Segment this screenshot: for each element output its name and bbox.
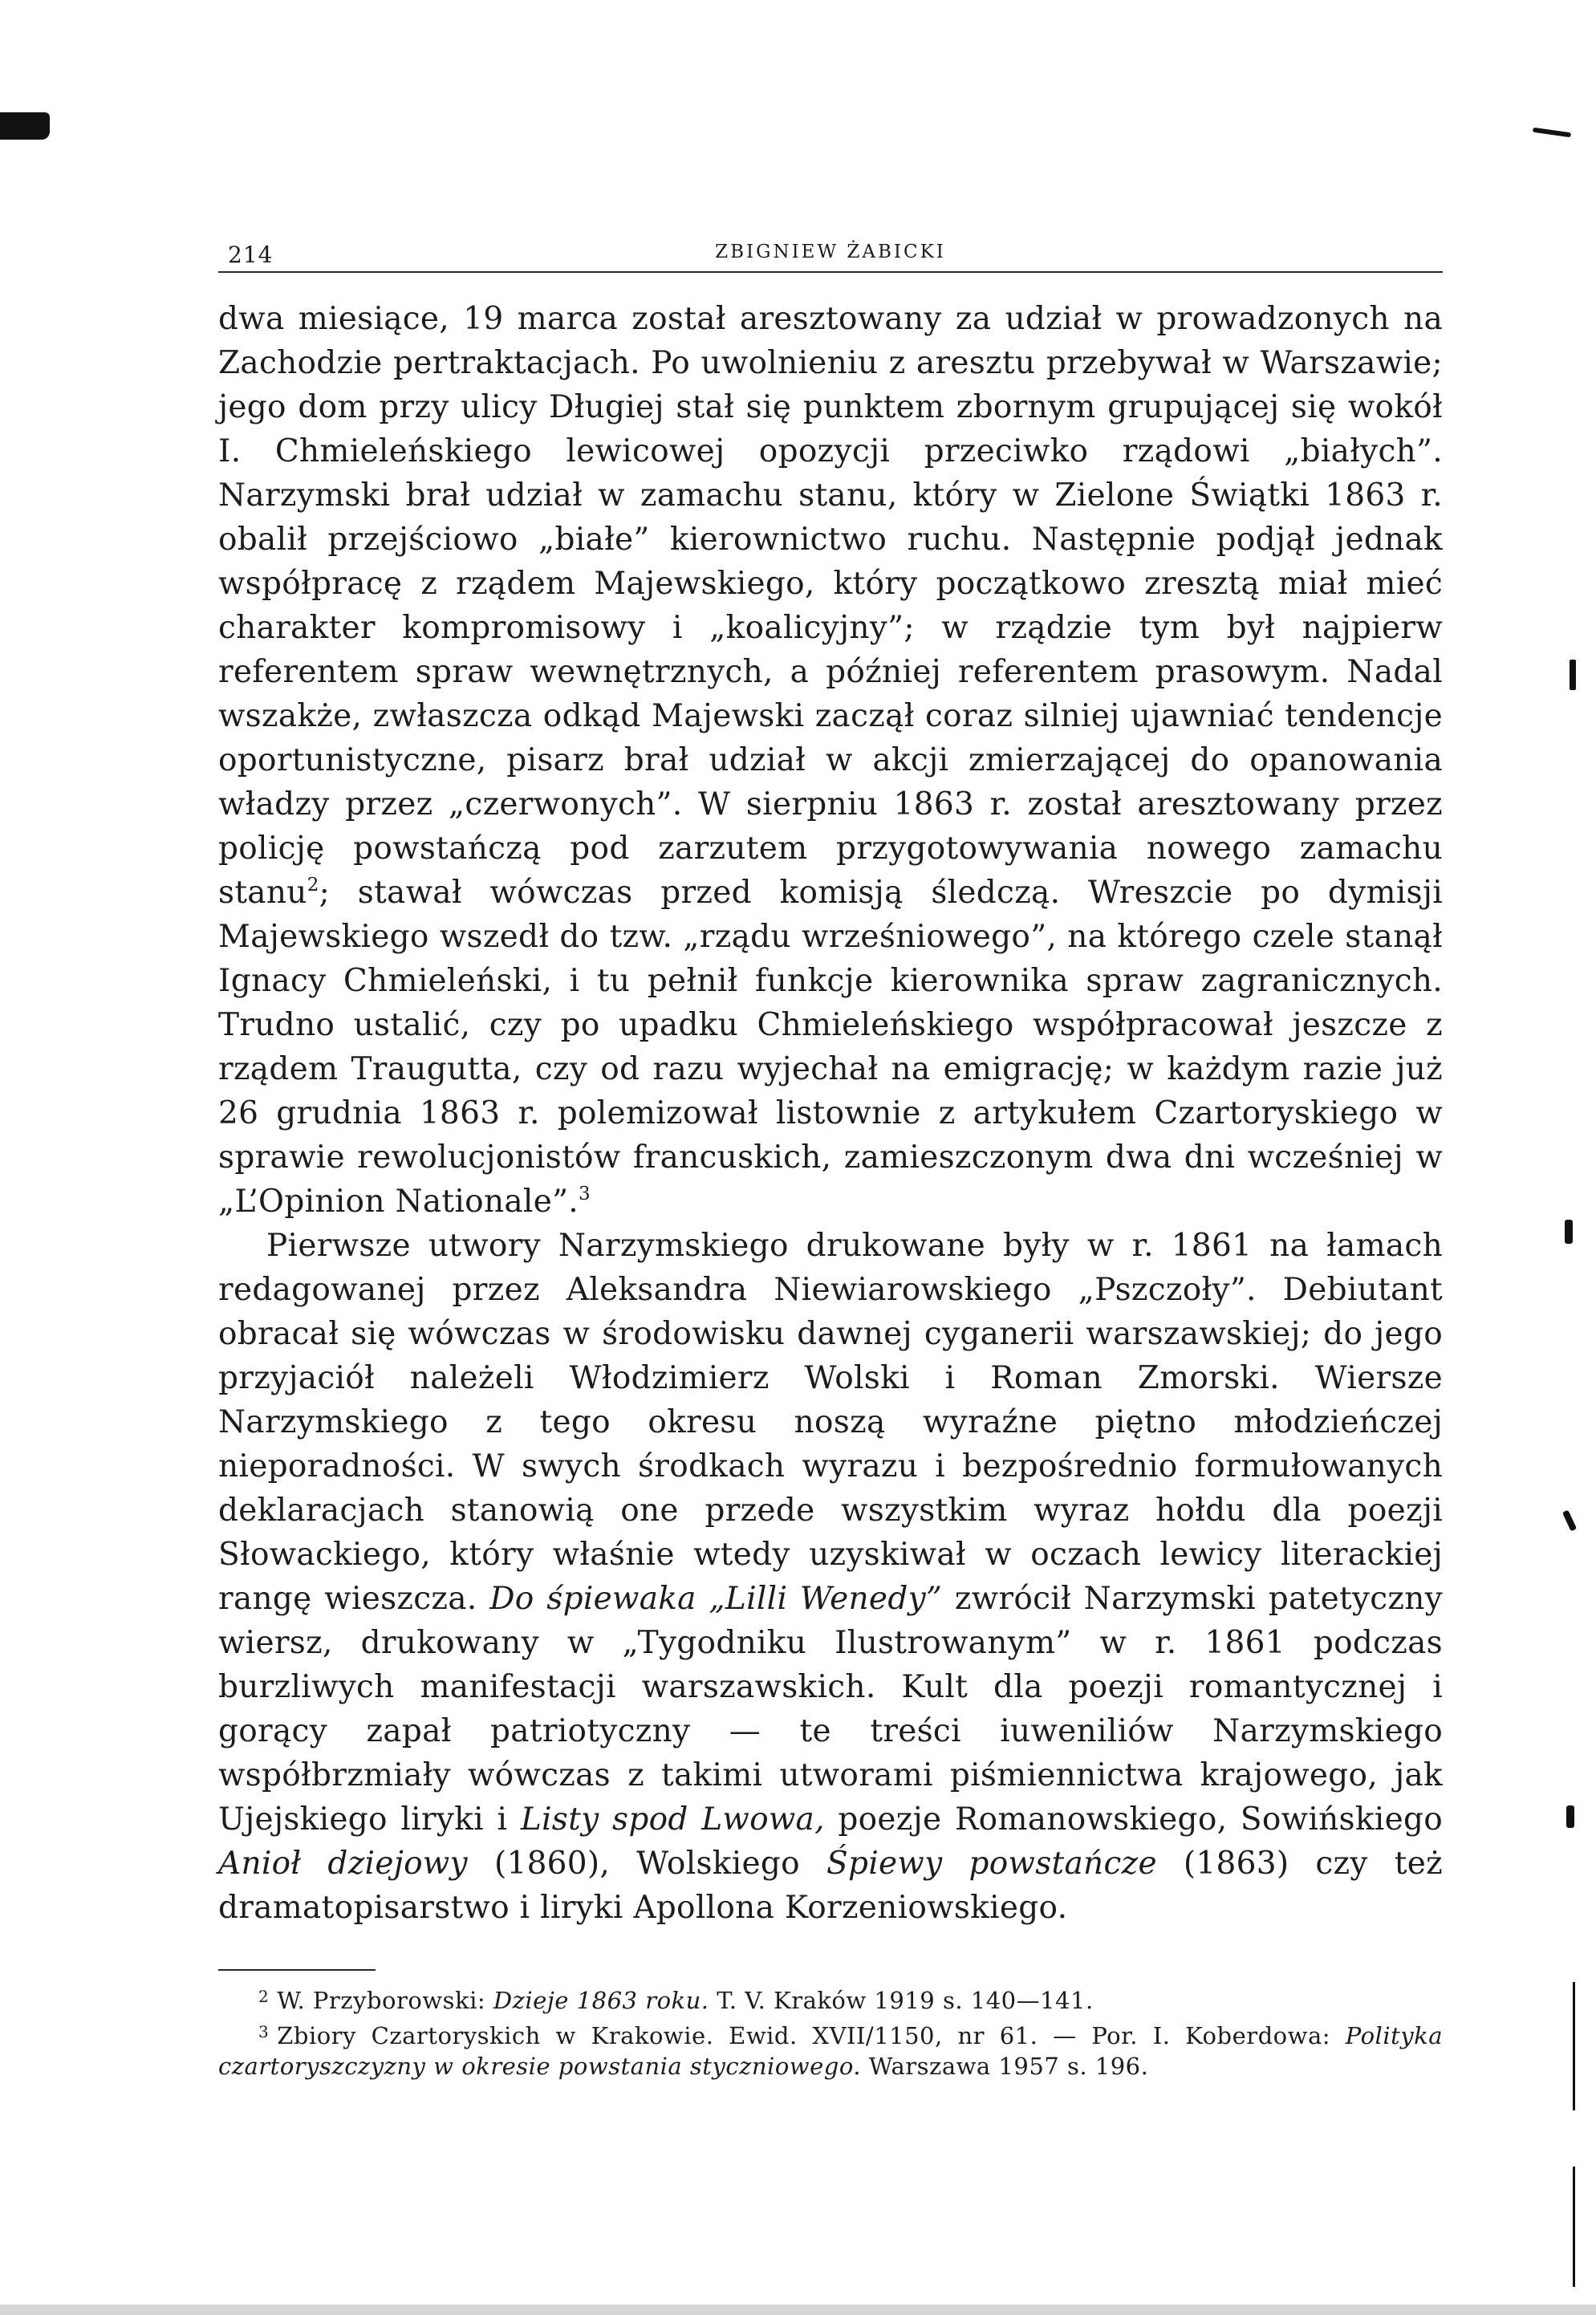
scan-margin-mark: [1565, 1220, 1573, 1244]
paragraph: [218, 1224, 1443, 1930]
footnote: [218, 2021, 1443, 2081]
running-head: [218, 218, 1443, 273]
footnote-italic-title: Dzieje 1863 roku.: [493, 1987, 709, 2014]
running-head-author: ZBIGNIEW ŻABICKI: [715, 242, 946, 262]
text-segment: zwrócił Narzymski patetyczny wiersz, drukowany w „Tygodniku Ilustrowanym” w r. 1861 podczas burzliwych manifestacji warszawskich. Kult dla poezji romantycznej i gorący zapał patriotyczny — te treści iuweniliów Narzymskiego współbrzmiały wówczas z takimi utworami piśmiennictwa krajowego, jak Ujejskiego liryki i: [218, 1581, 1444, 1838]
scan-margin-mark: [1562, 1510, 1577, 1532]
footnote: [218, 1985, 1443, 2016]
scan-bottom-bar: [0, 2305, 1596, 2315]
footnote-italic-title: Polityka czartoryszczyzny w okresie powstania styczniowego.: [218, 2022, 1443, 2080]
text-segment: (1860), Wolskiego: [467, 1846, 826, 1882]
book-page: [218, 218, 1443, 2086]
page-number: 214: [228, 242, 274, 268]
italic-title: Anioł dziejowy: [218, 1846, 468, 1882]
footnote-text: Warszawa 1957 s. 196.: [861, 2053, 1149, 2080]
italic-title: Śpiewy powstańcze: [826, 1846, 1157, 1882]
body-text: [218, 297, 1443, 1930]
footnote-number: 2: [258, 1987, 270, 2006]
scan-margin-mark: [1566, 1805, 1574, 1828]
text-segment: poezje Romanowskiego, Sowińskiego: [824, 1801, 1443, 1838]
text-segment: Pierwsze utwory Narzymskiego drukowane były w r. 1861 na łamach redagowanej przez Aleksandra Niewiarowskiego „Pszczoły”. Debiutant obracał się wówczas w środowisku dawnej cyganerii warszawskiej; do jego przyjaciół należeli Włodzimierz Wolski i Roman Zmorski. Wiersze Narzymskiego z tego okresu noszą wyraźne piętno młodzieńczej nieporadności. W swych środkach wyrazu i bezpośrednio formułowanych deklaracjach stanowią one przede wszystkim wyraz hołdu dla poezji Słowackiego, który właśnie wtedy uzyskiwał w oczach lewicy literackiej rangę wieszcza.: [218, 1228, 1443, 1617]
italic-title: Do śpiewaka „Lilli Wenedy”: [489, 1581, 943, 1617]
footnotes: [218, 1985, 1443, 2081]
footnote-marker: 3: [579, 1184, 591, 1204]
text-segment: dwa miesiące, 19 marca został aresztowany za udział w prowadzonych na Zachodzie pertraktacjach. Po uwolnieniu z aresztu przebywał w Warszawie; jego dom przy ulicy Długiej stał się punktem zbornym grupującej się wokół I. Chmieleńskiego lewicowej opozycji przeciwko rządowi „białych”. Narzymski brał udział w zamachu stanu, który w Zielone Świątki 1863 r. obalił przejściowo „białe” kierownictwo ruchu. Następnie podjął jednak współpracę z rządem Majewskiego, który początkowo zresztą miał mieć charakter kompromisowy i „koalicyjny”; w rządzie tym był najpierw referentem spraw wewnętrznych, a później referentem prasowym. Nadal wszakże, zwłaszcza odkąd Majewski zaczął coraz silniej ujawniać tendencje oportunistyczne, pisarz brał udział w akcji zmierzającej do opanowania władzy przez „czerwonych”. W sierpniu 1863 r. został aresztowany przez policję powstańczą pod zarzutem przygotowywania nowego zamachu stanu: [218, 301, 1443, 911]
scan-edge-line: [1573, 1982, 1575, 2110]
footnote-text: Zbiory Czartoryskich w Krakowie. Ewid. XVII/1150, nr 61. — Por. I. Koberdowa:: [277, 2022, 1346, 2049]
footnote-text: T. V. Kraków 1919 s. 140—141.: [709, 1987, 1094, 2014]
scan-margin-mark: [1533, 128, 1571, 138]
scan-edge-line: [1573, 2167, 1575, 2287]
italic-title: Listy spod Lwowa,: [520, 1801, 825, 1838]
text-segment: (1863) czy też dramatopisarstwo i liryki Apollona Korzeniowskiego.: [218, 1846, 1443, 1926]
footnote-text: W. Przyborowski:: [277, 1987, 493, 2014]
footnote-rule: [218, 1969, 376, 1971]
scan-corner-mark: [0, 112, 50, 140]
footnote-number: 3: [258, 2022, 270, 2041]
footnote-marker: 2: [307, 875, 319, 896]
text-segment: ; stawał wówczas przed komisją śledczą. Wreszcie po dymisji Majewskiego wszedł do tzw. „rządu wrześniowego”, na którego czele stanął Ignacy Chmieleński, i tu pełnił funkcje kierownika spraw zagranicznych. Trudno ustalić, czy po upadku Chmieleńskiego współpracował jeszcze z rządem Traugutta, czy od razu wyjechał na emigrację; w każdym razie już 26 grudnia 1863 r. polemizował listownie z artykułem Czartoryskiego w sprawie rewolucjonistów francuskich, zamieszczonym dwa dni wcześniej w „L’Opinion Nationale”.: [218, 875, 1443, 1220]
scan-margin-mark: [1570, 660, 1576, 690]
paragraph: [218, 297, 1443, 1224]
